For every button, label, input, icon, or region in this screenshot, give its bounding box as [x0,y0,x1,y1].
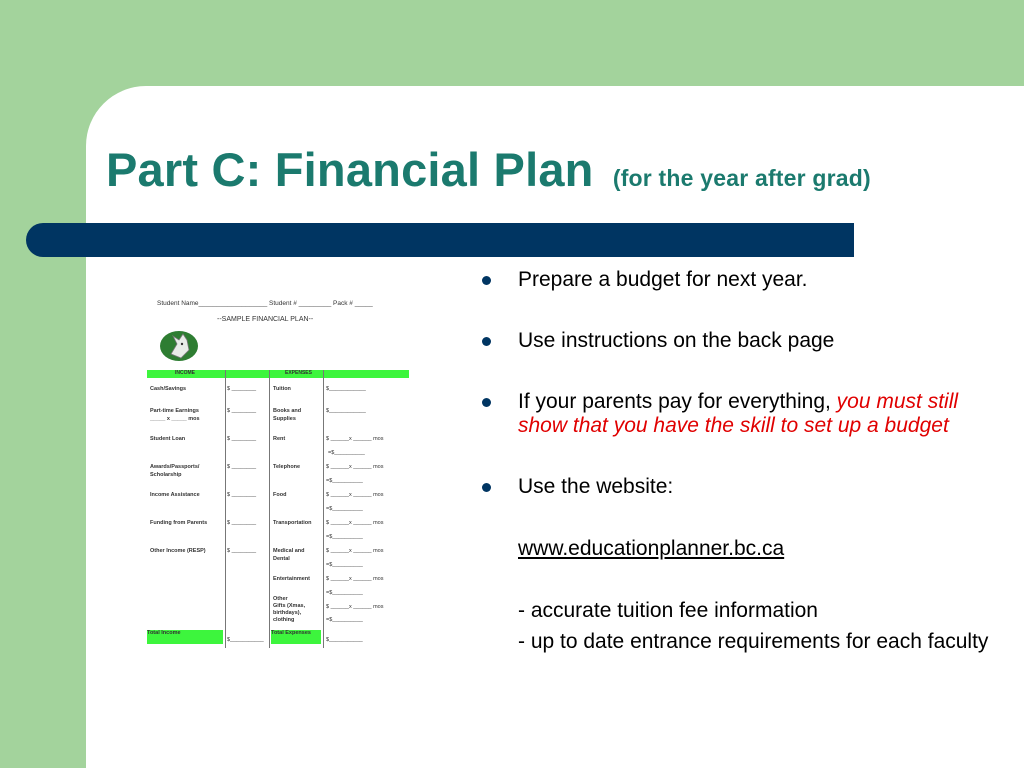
detail-line: - up to date entrance requirements for each faculty [518,630,989,653]
expense-label: Food [273,492,287,498]
title-subtitle: (for the year after grad) [612,165,871,191]
plan-divider-2 [269,370,270,648]
expense-blank: $ ______x ______ mos [326,548,384,554]
income-blank: $ ________ [227,436,257,442]
bullet-emphasis-text: you must still show that you have the skill to set up a budget [518,390,959,437]
website-line [477,537,997,561]
expense-blank: $____________ [326,408,366,414]
expense-label: Tuition [273,386,291,392]
bullet-list [477,268,997,654]
title-underline-bar [26,223,854,257]
bullet-text: If your parents pay for everything, [518,390,837,413]
income-label: Cash/Savings [150,386,187,392]
total-income-blank: $___________ [227,637,264,643]
bullet-item [477,475,997,499]
expense-label: Other [273,596,288,602]
expense-label: Medical and [273,548,305,554]
total-income-cell [147,630,223,644]
expense-label: Entertainment [273,576,310,582]
income-blank: $ ________ [227,548,257,554]
plan-header-row [147,370,409,378]
plan-header-line: Student Name___________________ Student # _________ Pack # _____ [157,300,373,307]
income-blank: $ ________ [227,492,257,498]
bullet-dot-icon [482,276,491,285]
expense-blank: =$__________ [326,590,363,596]
bullet-dot-icon [482,483,491,492]
expense-blank: =$__________ [328,450,365,456]
expense-blank: $ ______x ______ mos [326,464,384,470]
bullet-text: Use the website: [518,475,674,498]
expense-label: Transportation [273,520,312,526]
expense-label: Supplies [273,416,296,422]
slide-title [106,142,871,197]
detail-line: - accurate tuition fee information [518,599,818,622]
bullet-item [477,268,997,292]
income-label: Other Income (RESP) [150,548,206,554]
plan-divider-1 [225,370,226,648]
website-link[interactable]: www.educationplanner.bc.ca [518,537,785,560]
total-expenses-cell [271,630,321,644]
expense-blank: =$__________ [326,562,363,568]
expense-blank: $ ______x ______ mos [326,520,384,526]
income-label: _____ x _____ mos [150,416,200,422]
expense-label: birthdays), [273,610,302,616]
expense-blank: $ ______x ______ mos [326,492,384,498]
plan-divider-3 [323,370,324,648]
bullet-text: Prepare a budget for next year. [518,268,808,291]
expense-blank: $ ______x ______ mos [326,576,384,582]
income-label: Income Assistance [150,492,200,498]
income-label: Part-time Earnings [150,408,199,414]
income-blank: $ ________ [227,464,257,470]
income-blank: $ ________ [227,520,257,526]
plan-title: --SAMPLE FINANCIAL PLAN-- [217,316,314,323]
income-header: INCOME [175,370,195,376]
expense-label: Books and [273,408,302,414]
expense-label: Rent [273,436,286,442]
bullet-dot-icon [482,337,491,346]
expense-label: clothing [273,617,295,623]
expense-label: Dental [273,556,290,562]
income-label: Student Loan [150,436,186,442]
expenses-header: EXPENSES [285,370,312,376]
income-label: Funding from Parents [150,520,208,526]
income-label: Scholarship [150,472,182,478]
income-blank: $ ________ [227,408,257,414]
wolf-logo-icon [159,328,199,362]
expense-blank: =$__________ [326,534,363,540]
bullet-text: Use instructions on the back page [518,329,835,352]
expense-label: Telephone [273,464,301,470]
expense-blank: =$__________ [326,617,363,623]
expense-blank: $ ______x ______ mos [326,604,384,610]
income-blank: $ ________ [227,386,257,392]
total-expenses-blank: $___________ [326,637,363,643]
sample-financial-plan-image [145,296,413,652]
total-expenses-label: Total Expenses [271,630,311,636]
expense-blank: $ ______x ______ mos [326,436,384,442]
expense-blank: =$__________ [326,506,363,512]
expense-blank: =$__________ [326,478,363,484]
bullet-item [477,329,997,353]
title-main: Part C: Financial Plan [106,143,594,196]
expense-label: Gifts (Xmas, [273,603,306,609]
expense-blank: $____________ [326,386,366,392]
bullet-item [477,390,997,438]
total-income-label: Total Income [147,630,181,636]
bullet-dot-icon [482,398,491,407]
income-label: Awards/Passports/ [150,464,200,470]
